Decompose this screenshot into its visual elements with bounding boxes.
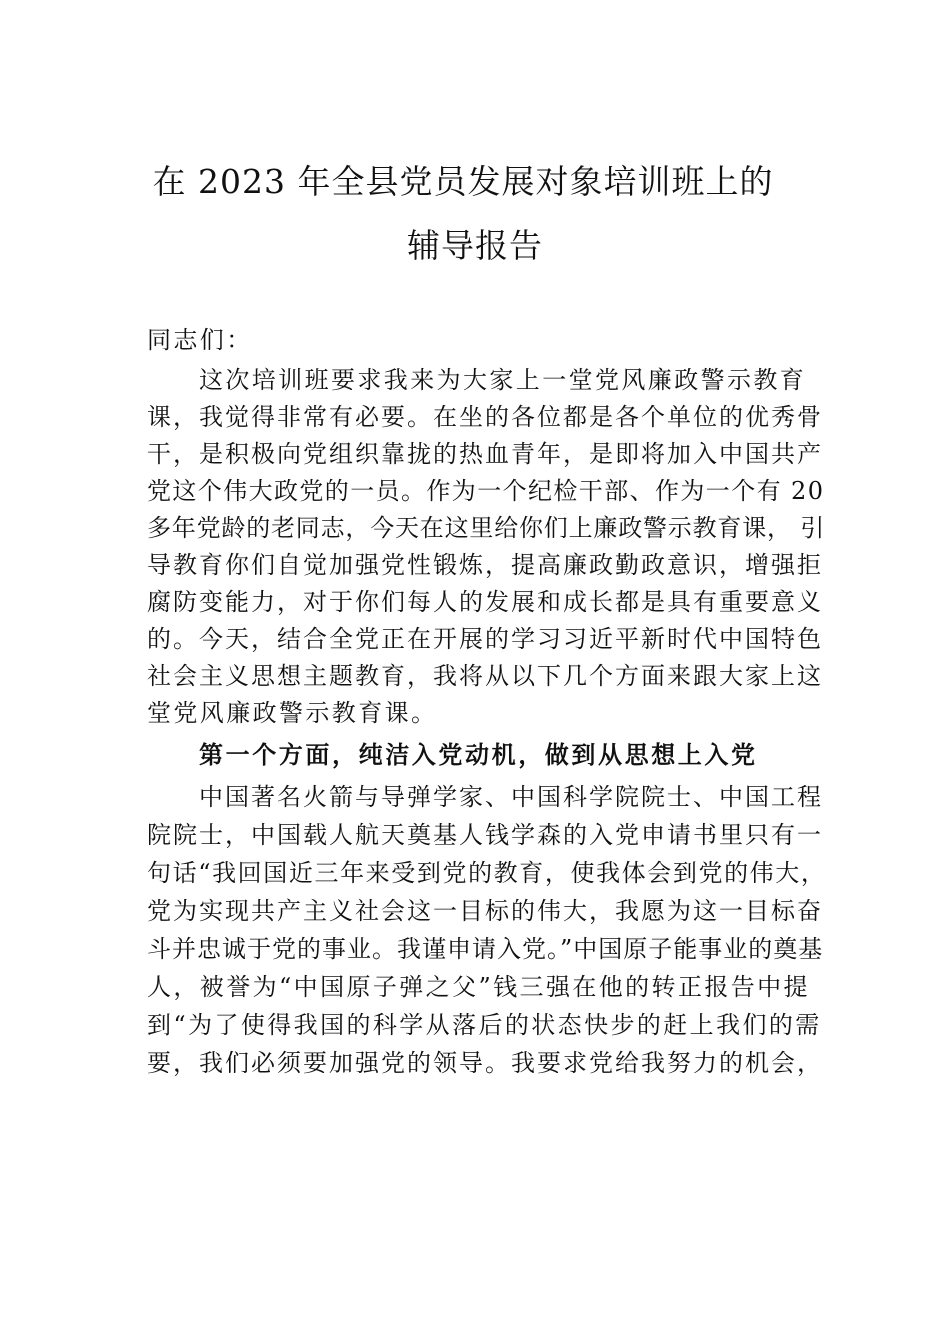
- paragraph-1-line: 社会主义思想主题教育，我将从以下几个方面来跟大家上这: [147, 662, 823, 690]
- paragraph-2-line: 院院士，中国载人航天奠基人钱学森的入党申请书里只有一: [147, 821, 823, 849]
- paragraph-1-line: 腐防变能力，对于你们每人的发展和成长都是具有重要意义: [147, 588, 823, 616]
- paragraph-1-line: 导教育你们自觉加强党性锻炼，提高廉政勤政意识，增强拒: [147, 551, 823, 579]
- section-heading: 第一个方面，纯洁入党动机，做到从思想上入党: [199, 740, 758, 769]
- paragraph-1-line: 课，我觉得非常有必要。在坐的各位都是各个单位的优秀骨: [147, 403, 823, 431]
- paragraph-1-line: 堂党风廉政警示教育课。: [147, 699, 438, 727]
- salutation: 同志们：: [147, 326, 253, 354]
- paragraph-2-line: 斗并忠诚于党的事业。我谨申请入党。”中国原子能事业的奠基: [147, 935, 824, 963]
- paragraph-1-line: 多年党龄的老同志，今天在这里给你们上廉政警示教育课， 引: [147, 514, 826, 542]
- paragraph-1-line: 党这个伟大政党的一员。作为一个纪检干部、作为一个有 20: [147, 477, 825, 505]
- paragraph-2-line: 人，被誉为“中国原子弹之父”钱三强在他的转正报告中提: [147, 973, 810, 1001]
- paragraph-2-line: 句话“我回国近三年来受到党的教育，使我体会到党的伟大，: [147, 859, 827, 887]
- document-title-line-1: 在 2023 年全县党员发展对象培训班上的: [152, 162, 774, 201]
- paragraph-1-line: 的。今天，结合全党正在开展的学习习近平新时代中国特色: [147, 625, 823, 653]
- paragraph-2-line: 党为实现共产主义社会这一目标的伟大，我愿为这一目标奋: [147, 897, 823, 925]
- paragraph-2-line: 中国著名火箭与导弹学家、中国科学院院士、中国工程: [199, 783, 823, 811]
- document-title-line-2: 辅导报告: [407, 226, 543, 265]
- paragraph-1-line: 干，是积极向党组织靠拢的热血青年，是即将加入中国共产: [147, 440, 823, 468]
- paragraph-2-line: 要，我们必须要加强党的领导。我要求党给我努力的机会，: [147, 1049, 823, 1077]
- paragraph-1-line: 这次培训班要求我来为大家上一堂党风廉政警示教育: [199, 366, 807, 394]
- paragraph-2-line: 到“为了使得我国的科学从落后的状态快步的赶上我们的需: [147, 1011, 822, 1039]
